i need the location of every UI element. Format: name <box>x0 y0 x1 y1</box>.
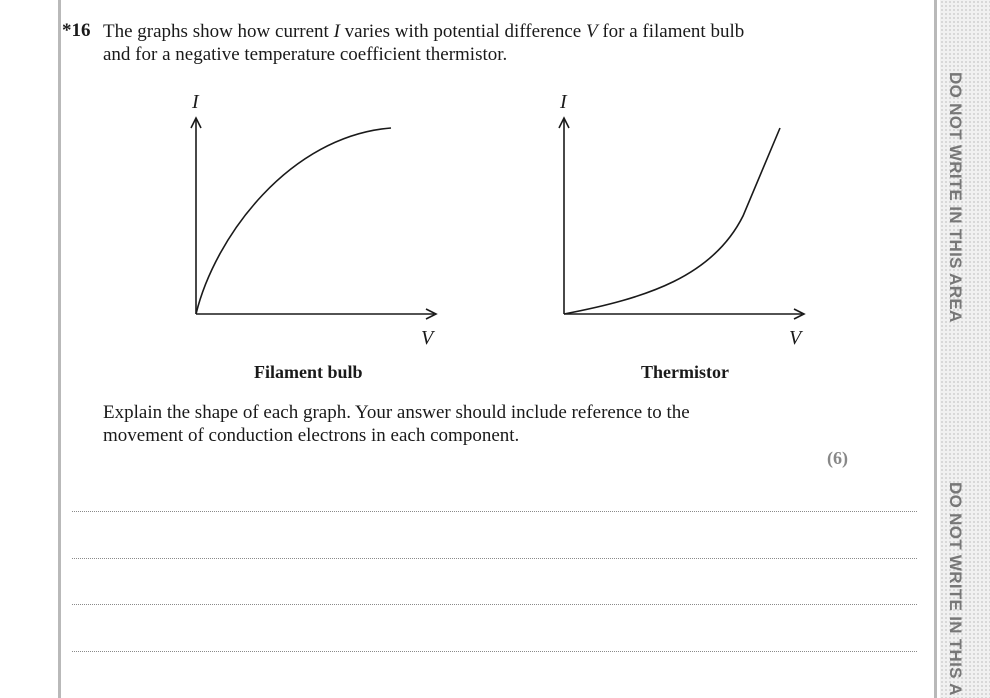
answer-line[interactable] <box>72 604 917 605</box>
x-axis-label: V <box>421 327 434 349</box>
question-text-line: and for a negative temperature coefficient thermistor. <box>103 44 508 65</box>
filament-curve <box>196 128 391 314</box>
y-axis-label: I <box>192 91 199 113</box>
y-axis-label: I <box>560 91 567 113</box>
x-axis-label: V <box>789 327 802 349</box>
marks-allocation: (6) <box>827 448 848 468</box>
thermistor-graph <box>538 86 828 356</box>
question-number: *16 <box>62 20 91 41</box>
prompt-line: movement of conduction electrons in each component. <box>103 425 520 446</box>
answer-line[interactable] <box>72 511 917 512</box>
answer-prompt <box>103 401 803 447</box>
question-text-line <box>103 20 823 43</box>
question-text <box>103 20 823 66</box>
question-text-line-1: The graphs show how current I varies with potential difference V for a filament bulb <box>103 21 745 42</box>
prompt-line: Explain the shape of each graph. Your answer should include reference to the <box>103 402 690 423</box>
filament-bulb-graph <box>170 86 460 356</box>
margin-warning-label: DO NOT WRITE IN THIS A <box>946 482 965 696</box>
thermistor-curve <box>564 128 780 314</box>
filament-bulb-caption: Filament bulb <box>254 362 363 382</box>
answer-line[interactable] <box>72 558 917 559</box>
margin-warning-label: DO NOT WRITE IN THIS AREA <box>946 72 965 323</box>
thermistor-caption: Thermistor <box>641 362 729 382</box>
left-margin-rule <box>58 0 61 698</box>
right-margin-rule <box>934 0 937 698</box>
answer-line[interactable] <box>72 651 917 652</box>
